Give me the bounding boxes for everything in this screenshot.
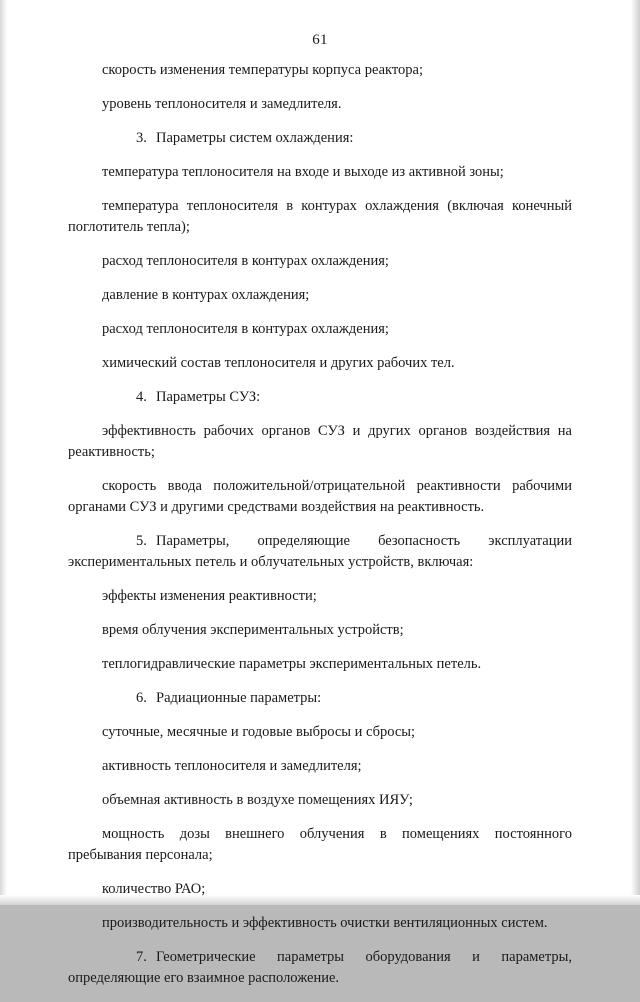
paragraph: температура теплоносителя на входе и выходе из активной зоны;: [102, 164, 504, 181]
page-number: 61: [312, 32, 328, 48]
paragraph: давление в контурах охлаждения;: [102, 287, 310, 304]
numbered-paragraph: [68, 531, 572, 573]
list-number: 3.: [136, 130, 147, 147]
paragraph: производительность и эффективность очистки вентиляционных систем.: [102, 915, 548, 932]
list-number: 4.: [136, 389, 147, 406]
paragraph: скорость ввода положительной/отрицательной реактивности рабочими органами СУЗ и другими средствами воздействия на реактивность.: [68, 478, 572, 516]
paragraph: эффекты изменения реактивности;: [102, 588, 317, 605]
paragraph: температура теплоносителя в контурах охлаждения (включая конечный поглотитель тепла);: [68, 198, 572, 236]
paragraph: расход теплоносителя в контурах охлаждения;: [102, 321, 389, 338]
paragraph: количество РАО;: [102, 881, 206, 898]
paragraph: химический состав теплоносителя и других рабочих тел.: [102, 355, 455, 372]
document-body: [68, 60, 572, 1002]
paragraph-text: Параметры, определяющие безопасность эксплуатации экспериментальных петель и облучательных устройств, включая:: [68, 533, 572, 571]
paragraph: теплогидравлические параметры экспериментальных петель.: [102, 656, 482, 673]
numbered-paragraph: [68, 128, 572, 149]
scan-edge-left: [0, 0, 7, 905]
paragraph: объемная активность в воздухе помещениях ИЯУ;: [102, 792, 413, 809]
paragraph: эффективность рабочих органов СУЗ и других органов воздействия на реактивность;: [68, 423, 572, 461]
paragraph-text: Геометрические параметры оборудования и параметры, определяющие его взаимное расположение.: [68, 949, 572, 987]
paragraph: уровень теплоносителя и замедлителя.: [102, 96, 342, 113]
list-number: 7.: [136, 949, 147, 966]
paragraph: скорость изменения температуры корпуса реактора;: [102, 62, 423, 78]
paragraph: активность теплоносителя и замедлителя;: [102, 758, 362, 775]
paragraph: суточные, месячные и годовые выбросы и сбросы;: [102, 724, 416, 741]
paragraph: время облучения экспериментальных устройств;: [102, 622, 404, 639]
numbered-paragraph: [68, 688, 572, 709]
list-number: 5.: [136, 533, 147, 550]
paragraph: расход теплоносителя в контурах охлаждения;: [102, 253, 389, 270]
list-number: 6.: [136, 690, 147, 707]
paragraph-text: Параметры систем охлаждения:: [156, 130, 354, 147]
paragraph-text: Радиационные параметры:: [156, 690, 322, 707]
scan-edge-right: [631, 0, 640, 905]
numbered-paragraph: [68, 947, 572, 989]
paragraph: мощность дозы внешнего облучения в помещениях постоянного пребывания персонала;: [68, 826, 572, 864]
numbered-paragraph: [68, 387, 572, 408]
paragraph-text: Параметры СУЗ:: [156, 389, 261, 406]
